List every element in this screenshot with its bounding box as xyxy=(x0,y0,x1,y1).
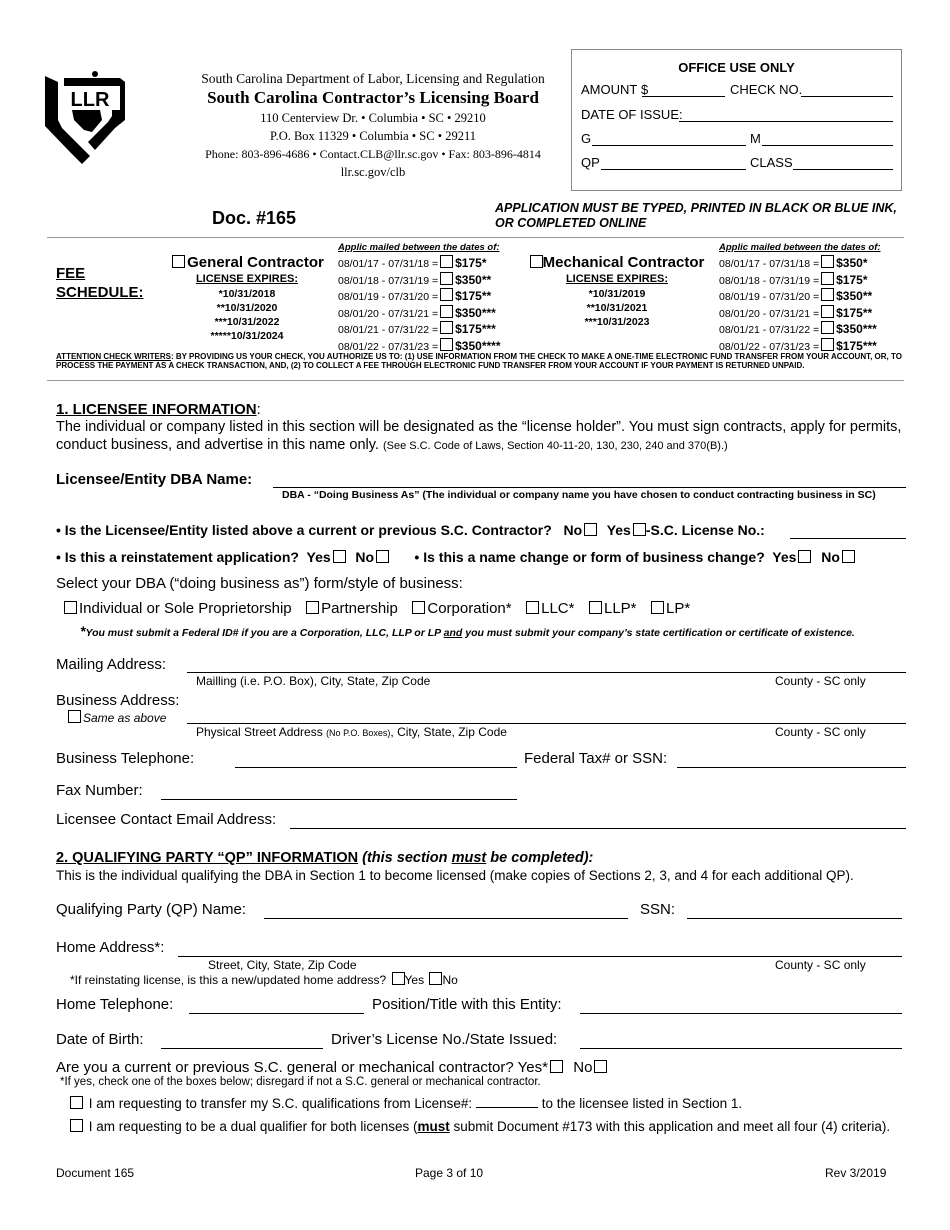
home-telephone-label: Home Telephone: xyxy=(56,996,174,1013)
business-county-label: County - SC only xyxy=(775,725,866,739)
current-contractor-question: Is the Licensee/Entity listed above a current or previous S.C. Contractor? xyxy=(64,522,552,538)
form-option-label: Corporation* xyxy=(427,600,512,617)
yes-label: Yes xyxy=(606,522,631,538)
attention-text: : BY PROVIDING US YOUR CHECK, YOU AUTHORIZE US TO: (1) USE INFORMATION FROM THE CHECK TO MAKE A ONE-TIME ELECTRONIC FUND TRANSFER FROM YOUR ACCOUNT, OR, TO PROCESS THE PAYMENT AS A CHECK TRANSACTION, AND, (2) TO COLLECT A FEE THROUGH ELECTRONIC FUND TRANSFER FROM YOUR ACCOUNT IF YOUR PAYMENT IS RETURNED UNPAID. xyxy=(56,352,902,370)
reinstating-address-row xyxy=(70,972,458,987)
m-field[interactable] xyxy=(762,145,893,146)
fee-row xyxy=(719,272,881,289)
section2-sub-b: be completed): xyxy=(486,850,594,866)
divider-top xyxy=(47,237,904,238)
mechanical-contractor-checkbox[interactable] xyxy=(530,255,543,268)
fee-checkbox[interactable] xyxy=(821,288,834,301)
fee-dates: 08/01/20 - 07/31/21 = xyxy=(338,307,439,320)
dob-field[interactable] xyxy=(161,1048,323,1049)
fee-dates: 08/01/17 - 07/31/18 = xyxy=(719,258,820,270)
dba-note: DBA - “Doing Business As” (The individual or company name you have chosen to conduct contracting business in SC) xyxy=(282,489,876,501)
form-option-label: LP* xyxy=(666,600,691,617)
business-telephone-label: Business Telephone: xyxy=(56,750,195,767)
reinstatement-row: • Is this a reinstatement application? Yes No • Is this a name change or form of business change? Yes No xyxy=(56,549,857,565)
fee-checkbox[interactable] xyxy=(821,305,834,318)
reinstatement-question: Is this a reinstatement application? xyxy=(64,549,299,565)
amount-dollar: $ xyxy=(641,82,649,97)
fee-row xyxy=(719,321,881,338)
yes-label: Yes xyxy=(772,549,797,565)
fee-amount: $175*** xyxy=(836,338,877,353)
dual-text-must: must xyxy=(417,1119,450,1134)
fee-row xyxy=(338,321,501,338)
dob-label: Date of Birth: xyxy=(56,1031,144,1048)
class-field[interactable] xyxy=(793,169,893,170)
class-label: CLASS xyxy=(750,155,793,170)
form-llp-checkbox[interactable] xyxy=(589,601,602,614)
mechanical-expiry-date: ***10/31/2023 xyxy=(584,316,650,328)
ssn-label: SSN: xyxy=(640,901,676,918)
form-sole-prop-checkbox[interactable] xyxy=(64,601,77,614)
email-label: Licensee Contact Email Address: xyxy=(56,811,277,828)
mechanical-contractor-block xyxy=(524,254,710,329)
current-contractor-yes-checkbox[interactable] xyxy=(633,523,646,536)
section1-colon: : xyxy=(256,401,261,418)
fee-row xyxy=(338,272,501,289)
date-of-issue-label: DATE OF ISSUE: xyxy=(581,107,683,122)
federal-tax-label: Federal Tax# or SSN: xyxy=(524,750,668,767)
application-note: APPLICATION MUST BE TYPED, PRINTED IN BLACK OR BLUE INK, OR COMPLETED ONLINE xyxy=(495,201,897,230)
fee-amount: $350** xyxy=(455,272,492,287)
section1-heading: 1. LICENSEE INFORMATION xyxy=(56,401,257,418)
qp-name-label: Qualifying Party (QP) Name: xyxy=(56,901,247,918)
fee-checkbox[interactable] xyxy=(821,338,834,351)
g-label: G xyxy=(581,131,592,146)
fee-dates: 08/01/22 - 07/31/23 = xyxy=(719,340,820,353)
home-address-sub: Street, City, State, Zip Code xyxy=(208,958,357,972)
section1-intro-ref: (See S.C. Code of Laws, Section 40-11-20, 130, 230, 240 and 370(B).) xyxy=(382,440,728,452)
fax-number-field[interactable] xyxy=(161,799,517,800)
qp-field[interactable] xyxy=(601,169,746,170)
dual-text-b: submit Document #173 with this application and meet all four (4) criteria). xyxy=(449,1119,891,1134)
form-llc-checkbox[interactable] xyxy=(526,601,539,614)
fee-dates: 08/01/18 - 07/31/19 = xyxy=(719,274,820,287)
fee-checkbox[interactable] xyxy=(440,272,453,285)
general-contractor-block xyxy=(162,254,332,343)
physical-address-sub xyxy=(196,725,507,739)
fee-amount: $350*** xyxy=(836,322,877,336)
general-expiry-date: ***10/31/2022 xyxy=(214,316,280,328)
mailing-address-label: Mailing Address: xyxy=(56,656,167,673)
office-use-box xyxy=(571,49,902,191)
llr-logo xyxy=(40,68,130,168)
if-yes-note: *If yes, check one of the boxes below; disregard if not a S.C. general or mechanical contractor. xyxy=(60,1076,541,1088)
mechanical-fee-table xyxy=(719,242,881,354)
footer-rev: Rev 3/2019 xyxy=(825,1166,887,1180)
fee-checkbox[interactable] xyxy=(440,338,453,351)
fee-amount: $175*** xyxy=(455,322,496,336)
fee-row xyxy=(719,288,881,305)
federal-note-a: You must submit a Federal ID# if you are a Corporation, LLC, LLP or LP xyxy=(85,627,444,639)
reinstating-yes-checkbox[interactable] xyxy=(392,972,405,985)
form-partnership-checkbox[interactable] xyxy=(306,601,319,614)
sc-license-no-label: -S.C. License No.: xyxy=(645,522,765,538)
general-applic-label: Applic mailed between the dates of: xyxy=(338,242,500,253)
footer-page: Page 3 of 10 xyxy=(415,1166,484,1180)
address-line-1: 110 Centerview Dr. • Columbia • SC • 29210 xyxy=(260,111,486,125)
business-form-options xyxy=(62,600,690,617)
fee-amount: $350** xyxy=(836,289,873,303)
no-label: No xyxy=(355,549,375,565)
fee-schedule-label: FEE SCHEDULE: xyxy=(56,265,144,301)
general-fee-table xyxy=(338,242,501,354)
divider-fee xyxy=(47,380,904,381)
business-address-field[interactable] xyxy=(187,723,906,724)
section2-heading-row xyxy=(56,850,593,866)
section2-sub-must: must xyxy=(451,850,487,866)
current-contractor-row: • Is the Licensee/Entity listed above a current or previous S.C. Contractor? No Yes -S.C. License No.: xyxy=(56,522,765,538)
form-option-label: LLP* xyxy=(603,600,637,617)
fee-row xyxy=(338,305,501,322)
fee-checkbox[interactable] xyxy=(440,321,453,334)
dual-text-a: I am requesting to be a dual qualifier for both licenses ( xyxy=(88,1119,418,1134)
form-option-label: Individual or Sole Proprietorship xyxy=(79,600,292,617)
fee-dates: 08/01/22 - 07/31/23 = xyxy=(338,340,439,353)
fee-dates: 08/01/19 - 07/31/20 = xyxy=(719,291,820,303)
name-change-no-checkbox[interactable] xyxy=(842,550,855,563)
federal-note-and: and xyxy=(443,627,463,639)
dba-name-field[interactable] xyxy=(273,487,906,488)
same-as-above-checkbox[interactable] xyxy=(68,710,81,723)
mechanical-license-expires-label: LICENSE EXPIRES: xyxy=(565,273,669,285)
same-as-above xyxy=(66,710,166,725)
mechanical-expiry-date: *10/31/2019 xyxy=(588,288,646,300)
mailing-address-sub: Mailling (i.e. P.O. Box), City, State, Zip Code xyxy=(196,674,431,688)
fee-dates: 08/01/18 - 07/31/19 = xyxy=(338,274,439,287)
section2-sub-a: (this section xyxy=(362,850,452,866)
physical-sub-a: Physical Street Address xyxy=(196,725,327,739)
federal-id-note: *You must submit a Federal ID# if you are a Corporation, LLC, LLP or LP and you must submit your company’s state certification or certificate of existence. xyxy=(80,623,855,639)
reinstatement-yes-checkbox[interactable] xyxy=(333,550,346,563)
section1-heading-row xyxy=(56,401,261,418)
home-address-field[interactable] xyxy=(178,956,902,957)
home-county-label: County - SC only xyxy=(775,958,866,972)
no-label: No xyxy=(563,522,583,538)
section2-intro: This is the individual qualifying the DBA in Section 1 to become licensed (make copies of Sections 2, 3, and 4 for each additional QP). xyxy=(56,868,854,883)
mailing-county-label: County - SC only xyxy=(775,674,866,688)
drivers-license-label: Driver’s License No./State Issued: xyxy=(331,1031,558,1048)
yes-label: Yes xyxy=(306,549,331,565)
llr-logo-icon xyxy=(40,68,130,168)
federal-tax-field[interactable] xyxy=(677,767,906,768)
position-field[interactable] xyxy=(580,1013,902,1014)
general-expiry-date: *10/31/2018 xyxy=(218,288,276,300)
fee-dates: 08/01/21 - 07/31/22 = xyxy=(719,324,820,336)
general-expiry-date: **10/31/2020 xyxy=(216,302,278,314)
no-label: No xyxy=(573,1059,593,1076)
name-change-yes-checkbox[interactable] xyxy=(798,550,811,563)
fee-dates: 08/01/17 - 07/31/18 = xyxy=(338,258,439,270)
contractor-question-row xyxy=(56,1059,609,1076)
fee-dates: 08/01/21 - 07/31/22 = xyxy=(338,324,439,336)
mechanical-applic-label: Applic mailed between the dates of: xyxy=(719,242,881,253)
mechanical-contractor-title: Mechanical Contractor xyxy=(542,254,705,271)
dual-qualifier-row xyxy=(68,1119,890,1134)
contact-line: Phone: 803-896-4686 • Contact.CLB@llr.sc.gov • Fax: 803-896-4814 xyxy=(205,147,541,161)
general-license-expires-label: LICENSE EXPIRES: xyxy=(195,273,299,285)
physical-sub-b: , City, State, Zip Code xyxy=(390,725,507,739)
contractor-question: Are you a current or previous S.C. general or mechanical contractor? xyxy=(56,1059,514,1076)
fee-checkbox[interactable] xyxy=(821,321,834,334)
website: llr.sc.gov/clb xyxy=(340,165,406,179)
no-label: No xyxy=(821,549,840,565)
business-address-label: Business Address: xyxy=(56,692,180,709)
g-field[interactable] xyxy=(592,145,746,146)
mechanical-expiry-date: **10/31/2021 xyxy=(586,302,648,314)
name-change-question: Is this a name change or form of business change? xyxy=(423,549,765,565)
fee-row xyxy=(338,255,501,272)
footer-doc: Document 165 xyxy=(56,1166,135,1180)
fee-amount: $175* xyxy=(455,256,487,270)
email-field[interactable] xyxy=(290,828,906,829)
form-option-label: Partnership xyxy=(321,600,398,617)
form-corporation-checkbox[interactable] xyxy=(412,601,425,614)
sc-license-no-field[interactable] xyxy=(790,538,906,539)
date-of-issue-field[interactable] xyxy=(679,121,893,122)
m-label: M xyxy=(750,131,761,146)
transfer-text-b: to the licensee listed in Section 1. xyxy=(541,1096,743,1111)
business-form-prompt: Select your DBA (“doing business as”) form/style of business: xyxy=(56,575,463,592)
home-address-label: Home Address*: xyxy=(56,939,165,956)
current-contractor-no-checkbox[interactable] xyxy=(584,523,597,536)
fee-row xyxy=(719,305,881,322)
check-no-field[interactable] xyxy=(801,96,893,97)
doc-title: Doc. #165 xyxy=(212,208,297,228)
fee-amount: $175** xyxy=(836,305,873,320)
fee-checkbox[interactable] xyxy=(440,255,453,268)
fee-dates: 08/01/19 - 07/31/20 = xyxy=(338,291,439,303)
same-as-above-label: Same as above xyxy=(83,711,167,725)
fee-row xyxy=(338,288,501,305)
qp-label: QP xyxy=(581,155,600,170)
transfer-text-a: I am requesting to transfer my S.C. qualifications from License#: xyxy=(88,1096,473,1111)
drivers-license-field[interactable] xyxy=(580,1048,902,1049)
fee-amount: $350* xyxy=(836,256,868,270)
reinstating-note: *If reinstating license, is this a new/updated home address? xyxy=(70,973,387,987)
business-telephone-field[interactable] xyxy=(235,767,517,768)
general-contractor-checkbox[interactable] xyxy=(172,255,185,268)
no-label: No xyxy=(442,973,458,987)
fee-dates: 08/01/20 - 07/31/21 = xyxy=(719,307,820,320)
position-label: Position/Title with this Entity: xyxy=(372,996,562,1013)
amount-label: AMOUNT xyxy=(581,82,638,97)
logo-text: LLR xyxy=(70,89,110,111)
home-telephone-field[interactable] xyxy=(189,1013,364,1014)
fee-checkbox[interactable] xyxy=(440,288,453,301)
form-lp-checkbox[interactable] xyxy=(651,601,664,614)
fee-checkbox[interactable] xyxy=(821,255,834,268)
fee-checkbox[interactable] xyxy=(821,272,834,285)
board-name: South Carolina Contractor’s Licensing Board xyxy=(207,88,539,107)
check-no-label: CHECK NO. xyxy=(730,82,803,97)
fee-row xyxy=(719,255,881,272)
form-option-label: LLC* xyxy=(541,600,575,617)
address-line-2: P.O. Box 11329 • Columbia • SC • 29211 xyxy=(270,129,476,143)
federal-note-b: you must submit your company’s state certification or certificate of existence. xyxy=(462,627,855,639)
attention-check-writers xyxy=(56,352,902,370)
qp-name-field[interactable] xyxy=(264,918,628,919)
fee-checkbox[interactable] xyxy=(440,305,453,318)
section1-intro-text: The individual or company listed in this section will be designated as the “license holder”. You must sign contracts, apply for permits, conduct business, and advertise in this name only. xyxy=(56,419,902,453)
amount-field[interactable] xyxy=(642,96,725,97)
attention-label: ATTENTION CHECK WRITERS xyxy=(56,352,171,361)
office-use-title: OFFICE USE ONLY xyxy=(678,60,795,75)
physical-sub-small: (No P.O. Boxes) xyxy=(326,728,391,738)
section1-intro xyxy=(56,418,906,455)
fee-amount: $175* xyxy=(836,272,868,287)
yes-label: Yes xyxy=(404,973,425,987)
section2-heading: 2. QUALIFYING PARTY “QP” INFORMATION xyxy=(56,850,359,866)
mailing-address-field[interactable] xyxy=(187,672,906,673)
department-name: South Carolina Department of Labor, Licensing and Regulation xyxy=(201,71,545,86)
contractor-yes-checkbox[interactable] xyxy=(550,1060,563,1073)
reinstatement-no-checkbox[interactable] xyxy=(376,550,389,563)
general-expiry-date: *****10/31/2024 xyxy=(210,330,284,342)
fee-amount: $350*** xyxy=(455,305,496,320)
fee-amount: $350**** xyxy=(455,338,501,353)
yes-star-label: Yes* xyxy=(517,1059,548,1076)
dual-qualifier-checkbox[interactable] xyxy=(70,1119,83,1132)
fee-amount: $175** xyxy=(455,289,492,303)
general-contractor-title: General Contractor xyxy=(187,254,324,271)
dba-label: Licensee/Entity DBA Name: xyxy=(56,471,253,488)
fax-number-label: Fax Number: xyxy=(56,782,143,799)
ssn-field[interactable] xyxy=(687,918,902,919)
reinstating-no-checkbox[interactable] xyxy=(429,972,442,985)
contractor-no-checkbox[interactable] xyxy=(594,1060,607,1073)
transfer-row xyxy=(68,1095,742,1111)
transfer-license-field[interactable] xyxy=(476,1095,538,1108)
transfer-checkbox[interactable] xyxy=(70,1096,83,1109)
